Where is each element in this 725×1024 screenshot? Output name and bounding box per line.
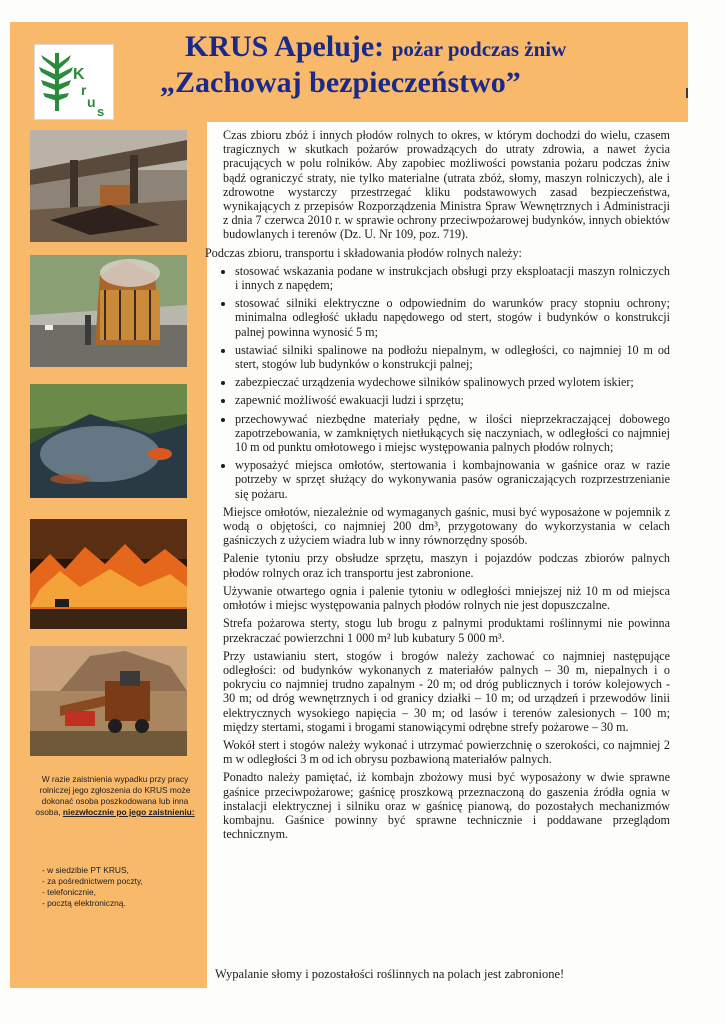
title-line-1 [185, 32, 645, 62]
intro-paragraph: Czas zbioru zbóż i innych płodów rolnych to okres, w którym dochodzi do wielu, czasem tragicznych w skutkach pożarów prowadzących do utraty zdrowia, a nawet życia pracujących w polu rolników. Aby zapobiec możliwości powstania pożaru podczas żniw bądź ograniczyć straty, nie tylko materialne (utrata zbóż, słomy, maszyn rolniczych), ale i zdrowotne wystarczy przestrzegać kliku podstawowych zasad bezpieczeństwa, wynikających z przepisów Rozporządzenia Ministra Spraw Wewnętrznych i Administracji z dnia 7 czerwca 2010 r. w sprawie ochrony przeciwpożarowej budynków, innych obiektów budowlanych i terenów (Dz. U. Nr 109, poz. 719). [223, 128, 670, 242]
open-fire-paragraph: Używanie otwartego ognia i palenie tytoniu w odległości mniejszej niż 10 m od miejsca omłotów i miejsc występowania palnych płodów rolnych nie jest dopuszczalne. [223, 583, 670, 613]
burning-ban-note: Wypalanie słomy i pozostałości roślinnych na polach jest zabronione! [215, 967, 565, 981]
distances-paragraph: Przy ustawianiu stert, stogów i brogów należy zachować co najmniej następujące odległości: od budynków wykonanych z materiałów palnych – 30 m, niepalnych i o pokryciu co najmniej trudno zapalnym - 20 m; od dróg publicznych i torów kolejowych - 30 m; od dróg wewnętrznych i od granicy działki – 10 m; od urządzeń i przewodów linii elektrycznych wysokiego napięcia – 30 m; od lasów i terenów zalesionych – 100 m; między stertami, stogami i brogami stanowiącymi odrębne strefy pożarowe – 30 m. [223, 648, 670, 734]
krus-logo-mark [35, 45, 113, 119]
svg-text:s: s [97, 104, 105, 119]
krus-logo [34, 44, 114, 120]
report-channel-item: - w siedzibie PT KRUS, [42, 865, 129, 875]
safety-rule: • stosować silniki elektryczne o odpowiednim do warunków pracy stopniu ochrony; minimalna odległość układu napędowego od stert, stogów i budynków o konstrukcji palnej powinna wynosić 5 m; [235, 296, 670, 339]
title-sub: pożar podczas żniw [391, 37, 567, 61]
lead-paragraph: Podczas zbioru, transportu i składowania płodów rolnych należy: [205, 245, 522, 260]
fire-zone-paragraph: Strefa pożarowa sterty, stogu lub brogu z palnymi produktami roślinnymi nie powinna przekraczać powierzchni 1 000 m² lub kubatury 5 000 m³. [223, 616, 670, 645]
svg-text:u: u [87, 94, 96, 110]
clear-strip-paragraph: Wokół stert i stogów należy wykonać i utrzymać powierzchnię o szerokości, co najmniej 2 m w odległości 3 m od ich obrysu pozbawioną materiałów palnych. [223, 737, 670, 767]
combine-extinguishers-paragraph: Ponadto należy pamiętać, iż kombajn zbożowy musi być wyposażony w dwie sprawne gaśnice przeciwpożarowe; gaśnicę proszkową przeznaczoną do gaszenia źródła ognia w instalacji elektrycznej i silniku oraz w gaśnicę pianową, do pozostałych mechanizmów kombajnu. Gaśnice powinny być sprawne technicznie i poddawane przeglądom technicznym. [223, 770, 670, 842]
photo-burning-hay-trailer [30, 255, 187, 367]
title-line-2: „Zachowaj bezpieczeństwo” [160, 66, 521, 99]
accident-note-emphasis: niezwłocznie po jego zaistnieniu: [62, 807, 195, 817]
accident-note-text: W razie zaistnienia wypadku przy pracy rolniczej jego zgłoszenia do KRUS może dokonać osoba poszkodowana lub inna osoba, [35, 774, 191, 817]
svg-text:K: K [73, 66, 85, 83]
accident-report-note [35, 774, 195, 818]
safety-rule: • ustawiać silniki spalinowe na podłożu niepalnym, w odległości, co najmniej 10 m od stert, stogów lub budynków o konstrukcji palnej; [235, 343, 670, 371]
photo-smoldering-straw [30, 384, 187, 498]
safety-rule: • przechowywać niezbędne materiały pędne, w ilości nieprzekraczającej dobowego zapotrzebowania, w zamkniętych nietłukących się naczyniach, w odległości co najmniej 10 m od punktu omłotowego i miejsc występowania palnych płodów rolnych; [235, 412, 670, 455]
smoking-ban-paragraph: Palenie tytoniu przy obsłudze sprzętu, maszyn i pojazdów podczas zbiorów palnych płodów rolnych oraz ich transportu jest zabronione. [223, 551, 670, 580]
safety-rule: • stosować wskazania podane w instrukcjach obsługi przy eksploatacji maszyn rolniczych i innych z napędem; [235, 264, 670, 292]
main-text [205, 128, 670, 845]
photo-barn-ruins [30, 130, 187, 242]
safety-rule: • wyposażyć miejsca omłotów, stertowania i kombajnowania w gaśnice oraz w razie potrzeby w sprzęt służący do wykonywania pasów ograniczających rozprzestrzenianie się pożaru. [235, 458, 670, 501]
safety-rules-list [205, 264, 670, 501]
photo-combine-fire [30, 646, 187, 756]
svg-text:r: r [81, 82, 87, 98]
report-channels [42, 865, 202, 909]
photo-field-fire [30, 519, 187, 629]
safety-rule: • zapewnić możliwość ewakuacji ludzi i sprzętu; [235, 393, 670, 407]
scan-mark [686, 88, 688, 98]
report-channel-item: - telefonicznie, [42, 887, 96, 897]
report-channel-item: - za pośrednictwem poczty, [42, 876, 143, 886]
threshing-water-paragraph: Miejsce omłotów, niezależnie od wymaganych gaśnic, musi być wyposażone w pojemnik z wodą o objętości, co najmniej 200 dm³, przygotowany do wykorzystania w celach gaśniczych z użyciem wiadra lub w inny równorzędny sposób. [223, 504, 670, 548]
report-channel-item: - pocztą elektroniczną. [42, 898, 126, 908]
safety-rule: • zabezpieczać urządzenia wydechowe silników spalinowych przed wylotem iskier; [235, 375, 670, 389]
title-main: KRUS Apeluje: [185, 30, 385, 63]
